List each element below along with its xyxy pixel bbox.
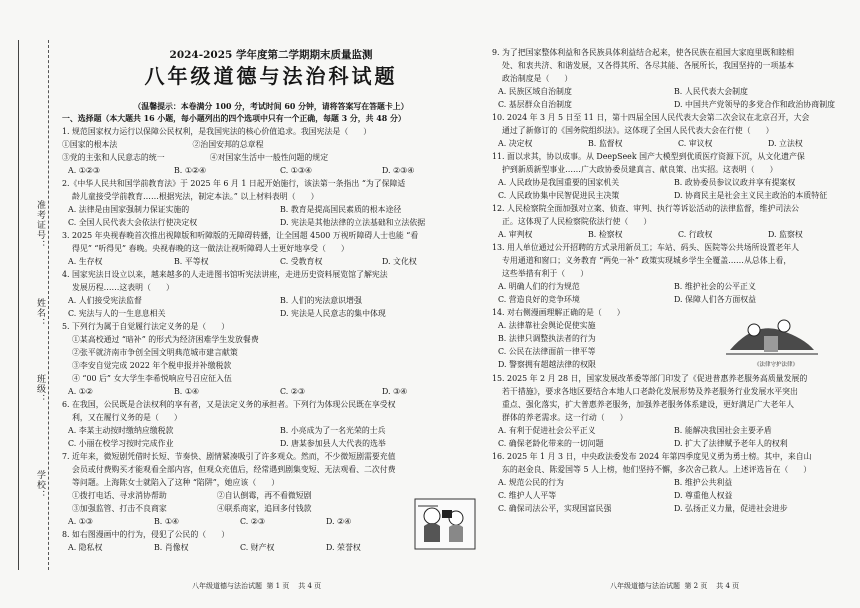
q5-item: ③李安自觉完成 2022 年个税申报并补缴税款: [62, 361, 232, 370]
question-12: 12. 人民检察院全面加强对立案、侦查、审判、执行等诉讼活动的法律监督，维护司法公: [492, 204, 800, 213]
option-c: C. 财产权: [240, 543, 275, 552]
option-b: B. 检察权: [588, 230, 623, 239]
question-7: 7. 近年来，微短剧凭借时长短、节奏快、剧情紧凑吸引了许多观众。然而，不少微短剧需要充值: [62, 452, 396, 461]
option-d: D. 协商民主是社会主义民主政治的本质特征: [674, 191, 828, 200]
question-2-cont: 龄儿童接受学前教育……根据宪法，制定本法。” 以上材料表明（ ）: [62, 192, 319, 201]
question-4: 4. 国家宪法日设立以来，越来越多的人走进图书馆听宪法讲座，走进历史资料展览馆了解宪法: [62, 270, 388, 279]
q5-item: ①某高校通过 “暗补” 的形式为经济困难学生发放餐费: [62, 335, 259, 344]
option-d: D. 保障人们各方面权益: [674, 295, 757, 304]
option-d: D. 文化权: [382, 257, 417, 266]
question-7-cont: 等问题。上海陈女士就陷入了这种 “陷阱”，她应该（ ）: [62, 478, 280, 487]
option-a: A. ①②③: [68, 166, 100, 175]
q7-item: ③加强监管、打击不良商家 ④联系商家，追回多付钱款: [62, 504, 312, 513]
question-7-cont: 会员或付费购买才能观看全部内容，但观众充值后，经常遇到剧集变短、无法观看、二次付费: [62, 465, 396, 474]
option-c: C. 确保老龄化带来的一切问题: [498, 439, 604, 448]
page-1: [62, 0, 480, 608]
option-a: A. 李某主动按时缴纳应缴税款: [68, 426, 174, 435]
name-label: 姓名：: [35, 298, 45, 328]
option-b: B. 监督权: [588, 139, 623, 148]
page-2: [492, 0, 852, 608]
question-13-cont: 专用通道和窗口；义务教育 “两免一补” 政策实现城乡学生全覆盖……从总体上看，: [492, 256, 792, 265]
option-a: A. 生存权: [68, 257, 103, 266]
option-c: C. 营造良好的竞争环境: [498, 295, 580, 304]
question-9-cont: 处、和衷共济、和谐发展，又各得其所、各尽其能、各展所长，我国坚持的一项基本: [492, 61, 794, 70]
option-a: A. 民族区域自治制度: [498, 87, 572, 96]
option-d: D. ②③④: [382, 166, 415, 175]
question-3-cont: 得见” “听得见” 春晚。央视春晚的这一做法让视听障碍人士更好地享受（ ）: [62, 244, 349, 253]
option-a: A. 法律靠社会舆论促使实施: [498, 321, 596, 330]
option-b: B. 政协委员参议议政并享有提案权: [674, 178, 796, 187]
question-9-cont: 政治制度是（ ）: [492, 74, 573, 83]
option-c: C. 全国人民代表大会依法行使决定权: [68, 218, 198, 227]
exam-subject: 八年级道德与法治科试题: [144, 64, 398, 88]
binding-margin: [0, 0, 58, 608]
q16-item: B. 维护公共利益: [674, 478, 733, 487]
q16-item: D. 尊重他人权益: [674, 491, 733, 500]
option-b: B. 小亮成为了一名光荣的士兵: [280, 426, 386, 435]
question-13-cont: 这些举措有利于（ ）: [492, 269, 589, 278]
option-b: B. 人民代表大会制度: [674, 87, 748, 96]
page-footer-right: 八年级道德与法治试题 第 2 页 共 4 页: [610, 582, 740, 590]
option-c: C. 受教育权: [280, 257, 323, 266]
q5-item: ②张平就济南市争创全国文明典范城市建言献策: [62, 348, 238, 357]
question-3: 3. 2025 年央视春晚首次推出视障版和听障版的无障碍转播，让全国超 4500 万视听障碍人士也能 “看: [62, 231, 419, 240]
q7-item: ①拨打电话、寻求消协帮助 ②自认倒霉，再不看微短剧: [62, 491, 312, 500]
question-11-cont: 护到新质新型事业……广大政协委员建真言、献良策、出实招。这表明（ ）: [492, 165, 778, 174]
school-label: 学校：: [35, 470, 45, 500]
option-c: C. ②③: [280, 387, 305, 396]
option-c: C. ①③④: [280, 166, 312, 175]
option-c: C. 小丽在校学习按时完成作业: [68, 439, 174, 448]
question-15-cont: 群体的养老需求。这一行动（ ）: [492, 413, 628, 422]
option-b: B. 能解决我国社会主要矛盾: [674, 426, 772, 435]
option-b: B. ①④: [174, 387, 199, 396]
question-15-cont: 重点、强化落实，扩大普惠养老服务，加强养老服务体系建设，更好满足广大老年人: [492, 400, 794, 409]
option-c: C. 行政权: [678, 230, 713, 239]
option-c: C. 基层群众自治制度: [498, 100, 572, 109]
option-c: C. 确保司法公平，实现国富民强: [498, 504, 612, 513]
option-c: C. ②③: [240, 517, 265, 526]
option-a: A. 有利于促进社会公平正义: [498, 426, 596, 435]
option-a: A. 人们接受宪法监督: [68, 296, 142, 305]
exam-number-label: 准考证号：: [35, 200, 45, 250]
question-6-cont: 利，又在履行义务的是（ ）: [62, 413, 182, 422]
section-heading: 一、选择题（本大题共 16 小题，每小题列出的四个选项中只有一个正确，每题 3 分，共 48 分）: [62, 114, 406, 123]
question-9: 9. 为了把国家整体利益和各民族具体利益结合起来，使各民族在祖国大家庭里既和睦相: [492, 48, 794, 57]
option-d: D. 宪法是人民意志的集中体现: [280, 309, 386, 318]
option-b: B. ①②④: [174, 166, 207, 175]
question-5: 5. 下列行为属于自觉履行法定义务的是（ ）: [62, 322, 230, 331]
question-12-cont: 正。这体现了人民检察院依法行使（ ）: [492, 217, 652, 226]
question-10-cont: 通过了新修订的《国务院组织法》。这体现了全国人民代表大会在行使（ ）: [492, 126, 774, 135]
option-c: C. 审议权: [678, 139, 713, 148]
option-a: A. 人民政协是我国重要的国家机关: [498, 178, 620, 187]
option-d: D. 唐某参加县人大代表的选举: [280, 439, 386, 448]
q1-item: ①国家的根本法 ②治国安邦的总章程: [62, 140, 264, 149]
question-15: 15. 2025 年 2 月 28 日，国家发展改革委等部门印发了《促进普惠养老服务高质量发展的: [492, 374, 808, 383]
option-b: B. 教育是提高国民素质的根本途径: [280, 205, 402, 214]
question-6: 6. 在我国，公民既是合法权利的享有者，又是法定义务的承担者。下列行为体现公民既在享受权: [62, 400, 396, 409]
question-15-cont: 若干措施》，要求各地区要结合本地人口老龄化发展形势及养老服务行业发展水平突出: [492, 387, 798, 396]
question-13: 13. 用人单位通过公开招聘的方式录用新员工；车站、码头、医院等公共场所设置老年人: [492, 243, 800, 252]
question-11: 11. 面以求其，协以成事。从 DeepSeek 国产大模型到优质医疗资源下沉，从文化遗产保: [492, 152, 805, 161]
option-b: B. 人们的宪法意识增强: [280, 296, 362, 305]
binding-line: [18, 40, 19, 570]
q5-item: ④ “00 后” 女大学生李希悦响应号召应征入伍: [62, 374, 232, 383]
q16-item: A. 规范公民的行为: [498, 478, 564, 487]
option-b: B. 肖像权: [154, 543, 189, 552]
option-d: D. 弘扬正义力量，促进社会进步: [674, 504, 788, 513]
option-d: D. ③④: [382, 387, 408, 396]
option-a: A. 法律是由国家强制力保证实施的: [68, 205, 190, 214]
option-d: D. 监察权: [768, 230, 803, 239]
q1-item: ③党的主张和人民意志的统一 ④对国家生活中一般性问题的规定: [62, 153, 329, 162]
page-footer-left: 八年级道德与法治试题 第 1 页 共 4 页: [192, 582, 322, 590]
option-d: D. 中国共产党领导的多党合作和政治协商制度: [674, 100, 835, 109]
question-8: 8. 如右图漫画中的行为，侵犯了公民的（ ）: [62, 530, 230, 539]
option-a: A. 明确人们的行为规范: [498, 282, 580, 291]
question-16: 16. 2025 年 1 月 3 日，中央政法委发布 2024 年第四季度见义勇为勇士榜。其中，来自山: [492, 452, 812, 461]
option-a: A. ①②: [68, 387, 93, 396]
option-d: D. ②④: [326, 517, 352, 526]
cartoon-illustration-q14: [724, 310, 820, 362]
option-c: C. 宪法与人的一生息息相关: [68, 309, 166, 318]
option-d: D. 立法权: [768, 139, 803, 148]
class-label: 班级：: [35, 374, 45, 404]
option-d: D. 宪法是其他法律的立法基础和立法依据: [280, 218, 426, 227]
option-d: D. 警察拥有超越法律的权限: [498, 360, 596, 369]
option-b: B. 平等权: [174, 257, 209, 266]
q16-item: C. 维护人人平等: [498, 491, 557, 500]
option-a: A. ①③: [68, 517, 93, 526]
option-a: A. 决定权: [498, 139, 533, 148]
option-b: B. 法律只调整执法者的行为: [498, 334, 596, 343]
seal-line: [48, 40, 49, 570]
exam-note: （温馨提示：本卷满分 100 分，考试时间 60 分钟，请将答案写在答题卡上）: [133, 102, 409, 111]
question-4-cont: 发展历程……这表明（ ）: [62, 283, 174, 292]
question-14: 14. 对右侧漫画理解正确的是（ ）: [492, 308, 625, 317]
exam-title: 2024-2025 学年度第二学期期末质量监测: [169, 49, 373, 61]
cartoon-caption: 《法律守护法律》: [754, 362, 799, 368]
question-1: 1. 规范国家权力运行以保障公民权利，是我国宪法的核心价值追求。我国宪法是（ ）: [62, 127, 372, 136]
question-2: 2.《中华人民共和国学前教育法》于 2025 年 6 月 1 日起开始施行，该法第一条指出 “为了保障适: [62, 179, 406, 188]
option-b: B. 维护社会的公平正义: [674, 282, 756, 291]
question-16-cont: 东的赵金良、陈爱国等 5 人上榜，他们坚持不懈，多次舍己救人。上述评选旨在（ ）: [492, 465, 812, 474]
option-c: C. 公民在法律面前一律平等: [498, 347, 596, 356]
option-a: A. 隐私权: [68, 543, 103, 552]
option-d: D. 荣誉权: [326, 543, 361, 552]
cartoon-illustration-q8: [414, 498, 476, 550]
option-d: D. 扩大了法律赋予老年人的权利: [674, 439, 788, 448]
question-10: 10. 2024 年 3 月 5 日至 11 日，第十四届全国人民代表大会第二次会议在北京召开，大会: [492, 113, 810, 122]
option-c: C. 人民政协集中民智促进民主决策: [498, 191, 620, 200]
option-a: A. 审判权: [498, 230, 533, 239]
option-b: B. ①④: [154, 517, 179, 526]
